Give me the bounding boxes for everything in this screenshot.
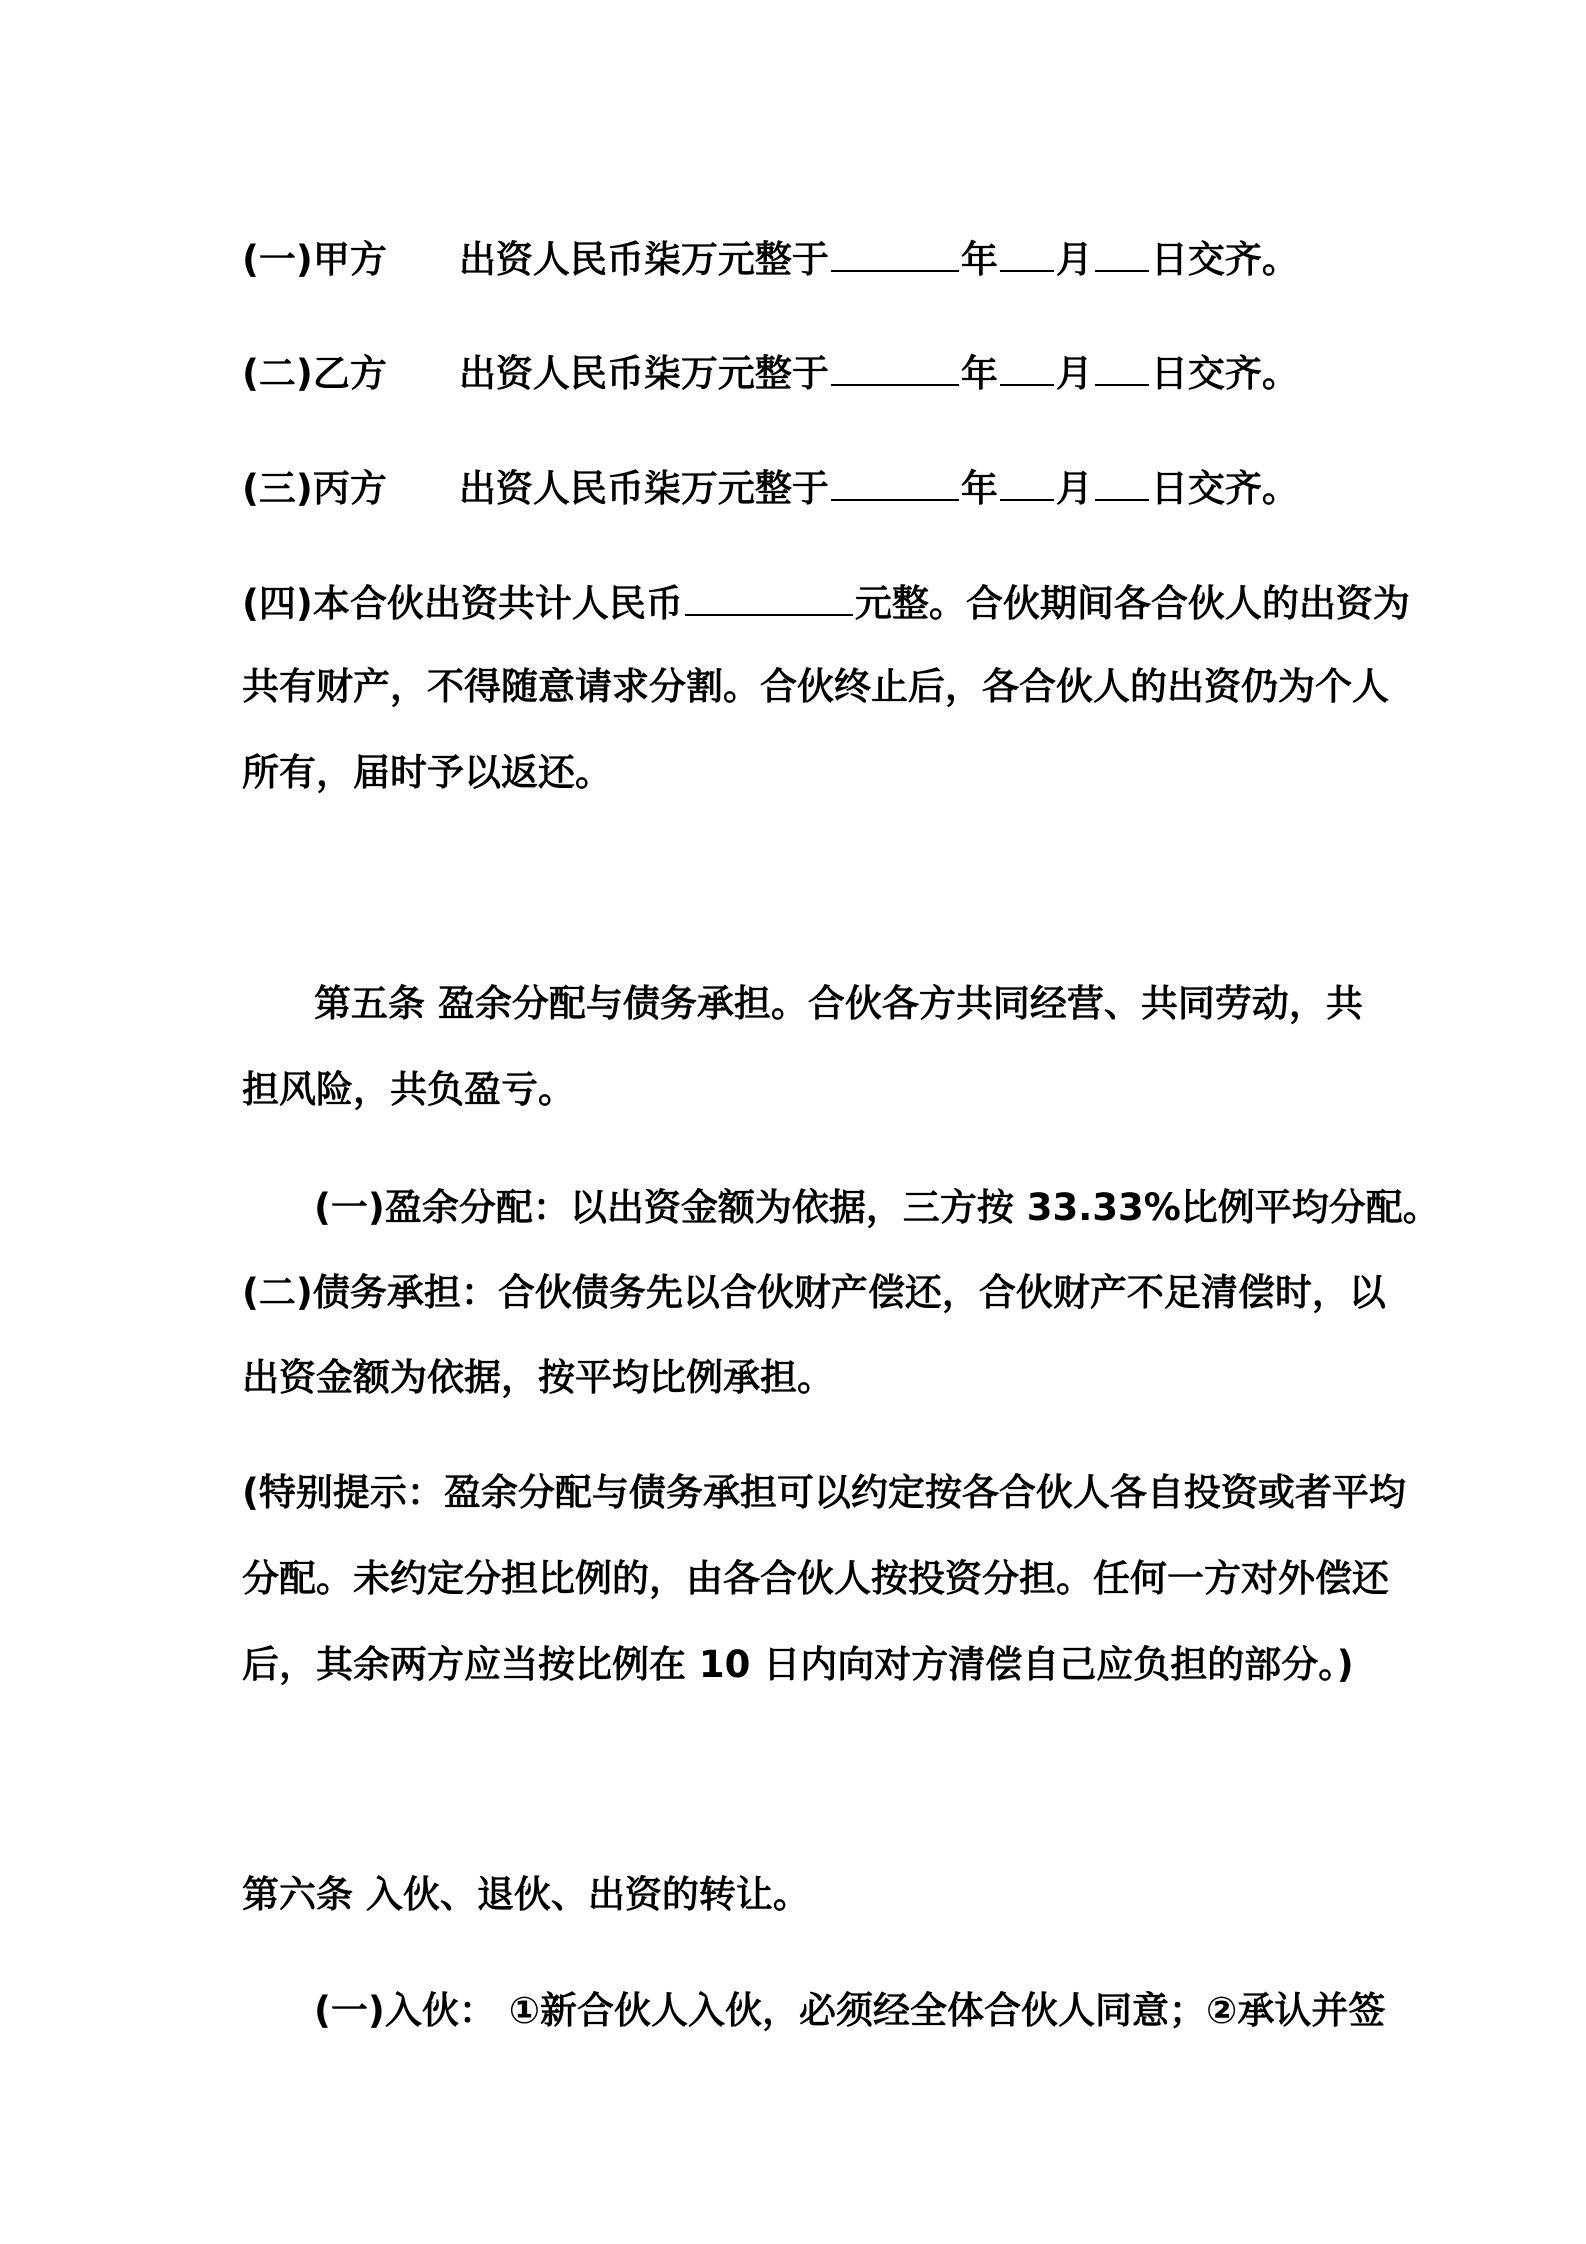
join-clause: (一)入伙： ①新合伙人入伙，必须经全体合伙人同意；②承认并签 <box>314 1989 1386 2032</box>
debt-line-1: (二)债务承担：合伙债务先以合伙财产偿还，合伙财产不足清偿时，以 <box>242 1271 1386 1314</box>
party-label: (二)乙方 <box>242 352 387 395</box>
contribution-text: 出资人民币柒万元整于 <box>458 352 829 395</box>
special-note-line-2: 分配。未约定分担比例的，由各合伙人按投资分担。任何一方对外偿还 <box>242 1557 1389 1600</box>
month-blank[interactable] <box>1000 232 1054 272</box>
contribution-text: 出资人民币柒万元整于 <box>458 238 829 281</box>
contribution-text: 出资人民币柒万元整于 <box>458 467 829 510</box>
year-label: 年 <box>960 238 998 281</box>
party-label: (三)丙方 <box>242 467 387 510</box>
year-label: 年 <box>960 467 998 510</box>
total-amount-blank[interactable] <box>685 576 853 616</box>
month-label: 月 <box>1055 352 1093 395</box>
total-prefix: (四)本合伙出资共计人民币 <box>242 582 683 625</box>
article5-heading: 第五条 盈余分配与债务承担。合伙各方共同经营、共同劳动，共 <box>314 982 1363 1025</box>
month-blank[interactable] <box>1000 461 1054 501</box>
contribution-line-1 <box>242 232 1299 282</box>
debt-line-2: 出资金额为依据，按平均比例承担。 <box>242 1356 834 1399</box>
day-label: 日交齐。 <box>1150 352 1299 395</box>
month-label: 月 <box>1055 238 1093 281</box>
total-line-3: 所有，届时予以返还。 <box>242 751 612 794</box>
month-label: 月 <box>1055 467 1093 510</box>
total-line-1 <box>242 576 1410 626</box>
day-label: 日交齐。 <box>1150 467 1299 510</box>
total-suffix: 元整。合伙期间各合伙人的出资为 <box>854 582 1410 625</box>
profit-distribution: (一)盈余分配：以出资金额为依据，三方按 33.33%比例平均分配。 <box>314 1186 1440 1229</box>
contribution-line-3 <box>242 461 1299 511</box>
day-label: 日交齐。 <box>1150 238 1299 281</box>
year-label: 年 <box>960 352 998 395</box>
article6-heading: 第六条 入伙、退伙、出资的转让。 <box>242 1873 810 1916</box>
year-blank[interactable] <box>831 461 959 501</box>
special-note-line-1: (特别提示：盈余分配与债务承担可以约定按各合伙人各自投资或者平均 <box>242 1471 1406 1514</box>
total-line-2: 共有财产，不得随意请求分割。合伙终止后，各合伙人的出资仍为个人 <box>242 665 1389 708</box>
year-blank[interactable] <box>831 346 959 386</box>
day-blank[interactable] <box>1095 346 1149 386</box>
day-blank[interactable] <box>1095 461 1149 501</box>
special-note-line-3: 后，其余两方应当按比例在 10 日内向对方清偿自己应负担的部分。) <box>242 1643 1354 1686</box>
party-label: (一)甲方 <box>242 238 387 281</box>
article5-line-2: 担风险，共负盈亏。 <box>242 1068 575 1111</box>
year-blank[interactable] <box>831 232 959 272</box>
month-blank[interactable] <box>1000 346 1054 386</box>
day-blank[interactable] <box>1095 232 1149 272</box>
contribution-line-2 <box>242 346 1299 396</box>
